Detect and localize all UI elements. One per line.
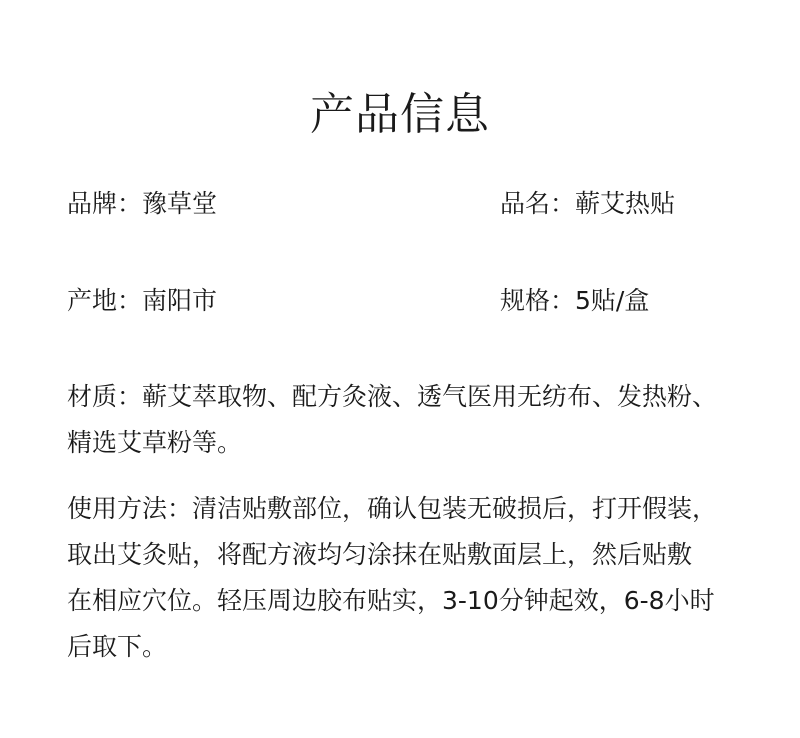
brand-field: 品牌：豫草堂 [67,189,218,218]
material-paragraph [67,374,737,466]
material-line: 精选艾草粉等。 [67,428,243,457]
page-title: 产品信息 [310,89,490,140]
usage-line: 在相应穴位。轻压周边胶布贴实，3-10分钟起效，6-8小时 [67,586,715,615]
usage-line: 后取下。 [67,632,168,661]
usage-line: 使用方法：清洁贴敷部位，确认包装无破损后，打开假装， [67,494,718,523]
product-name-field: 品名：蕲艾热贴 [500,189,676,218]
usage-paragraph [67,486,737,670]
material-line: 材质：蕲艾萃取物、配方灸液、透气医用无纺布、发热粉、 [67,382,718,411]
origin-field: 产地：南阳市 [67,286,218,315]
spec-field: 规格：5贴/盒 [500,286,650,315]
usage-line: 取出艾灸贴，将配方液均匀涂抹在贴敷面层上，然后贴敷 [67,540,693,569]
